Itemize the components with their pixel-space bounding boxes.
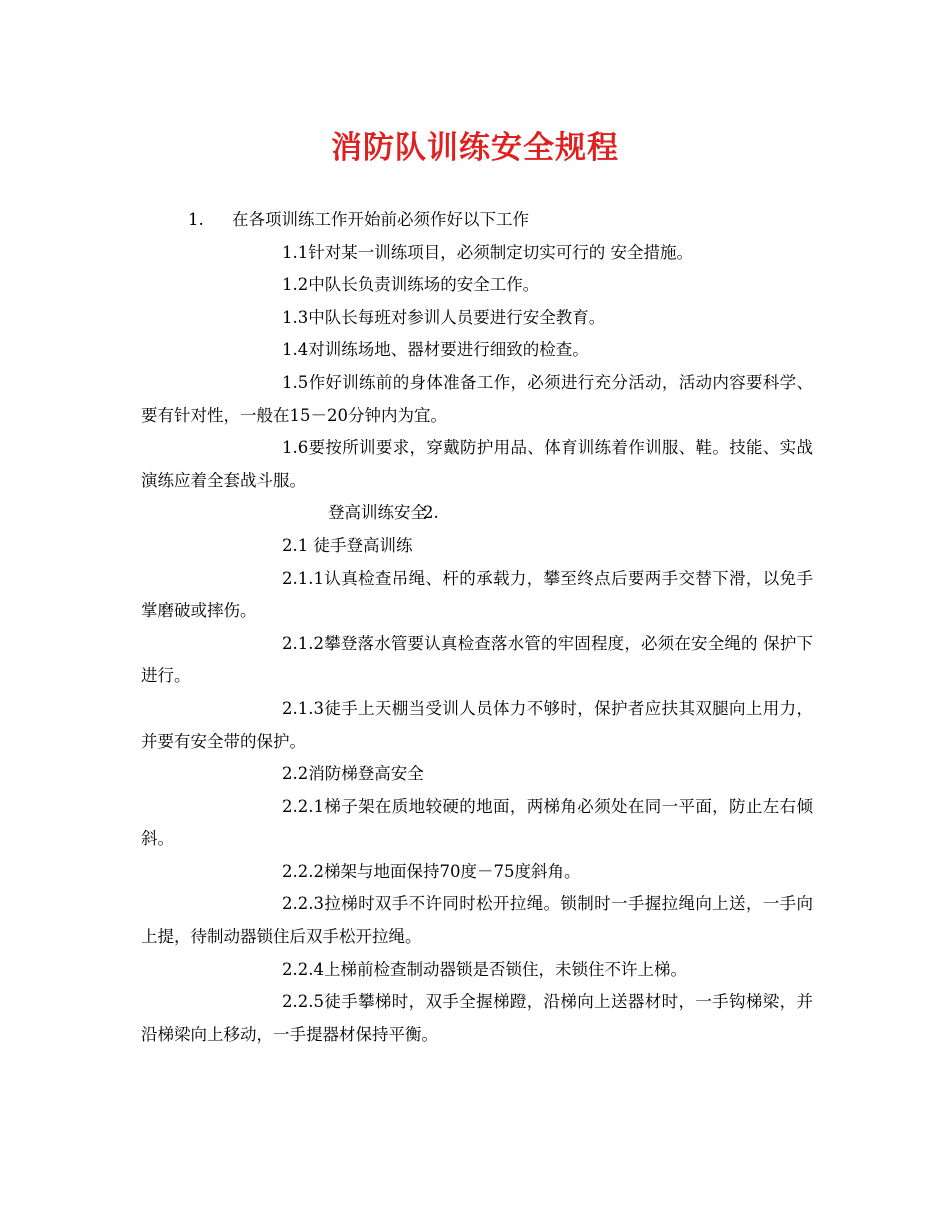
section-2-heading-text: 登高训练安全	[328, 503, 427, 523]
section-1-heading	[141, 204, 813, 237]
paragraph: 1.2中队长负责训练场的安全工作。	[282, 275, 540, 295]
document-body	[141, 204, 813, 1051]
subsection-2-2-heading: 2.2消防梯登高安全	[282, 764, 424, 784]
section-1-number: 1.	[188, 210, 204, 229]
paragraph: 1.3中队长每班对参训人员要进行安全教育。	[282, 307, 606, 327]
paragraph: 2.2.2梯架与地面保持70度－75度斜角。	[282, 861, 581, 881]
paragraph: 2.2.3拉梯时双手不许同时松开拉绳。锁制时一手握拉绳向上送，一手向上提，待制动器锁住后双手松开拉绳。	[141, 894, 813, 947]
paragraph: 2.2.4上梯前检查制动器锁是否锁住，未锁住不许上梯。	[282, 959, 687, 979]
section-1-heading-text: 在各项训练工作开始前必须作好以下工作	[232, 210, 529, 229]
paragraph: 2.2.1梯子架在质地较硬的地面，两梯角必须处在同一平面，防止左右倾斜。	[141, 796, 813, 849]
document-title: 消防队训练安全规程	[331, 130, 619, 166]
paragraph: 2.1.2攀登落水管要认真检查落水管的牢固程度，必须在安全绳的 保护下进行。	[141, 633, 813, 686]
paragraph: 1.4对训练场地、器材要进行细致的检查。	[282, 340, 589, 360]
section-2-number: 2.	[423, 503, 439, 523]
paragraph: 2.2.5徒手攀梯时，双手全握梯蹬，沿梯向上送器材时，一手钩梯梁，并沿梯梁向上移动，一手提器材保持平衡。	[141, 992, 813, 1044]
paragraph: 1.1针对某一训练项目，必须制定切实可行的 安全措施。	[282, 242, 693, 262]
subsection-2-1-heading: 2.1 徒手登高训练	[282, 535, 413, 555]
paragraph: 1.6要按所训要求，穿戴防护用品、体育训练着作训服、鞋。技能、实战演练应着全套战斗服。	[141, 438, 813, 490]
paragraph: 2.1.1认真检查吊绳、杆的承载力，攀至终点后要两手交替下滑，以免手掌磨破或摔伤。	[141, 568, 813, 621]
paragraph: 2.1.3徒手上天棚当受训人员体力不够时，保护者应扶其双腿向上用力，并要有安全带的保护。	[141, 698, 813, 751]
section-2-heading	[141, 497, 813, 530]
paragraph: 1.5作好训练前的身体准备工作，必须进行充分活动，活动内容要科学、要有针对性，一般在15－20分钟内为宜。	[141, 372, 813, 425]
